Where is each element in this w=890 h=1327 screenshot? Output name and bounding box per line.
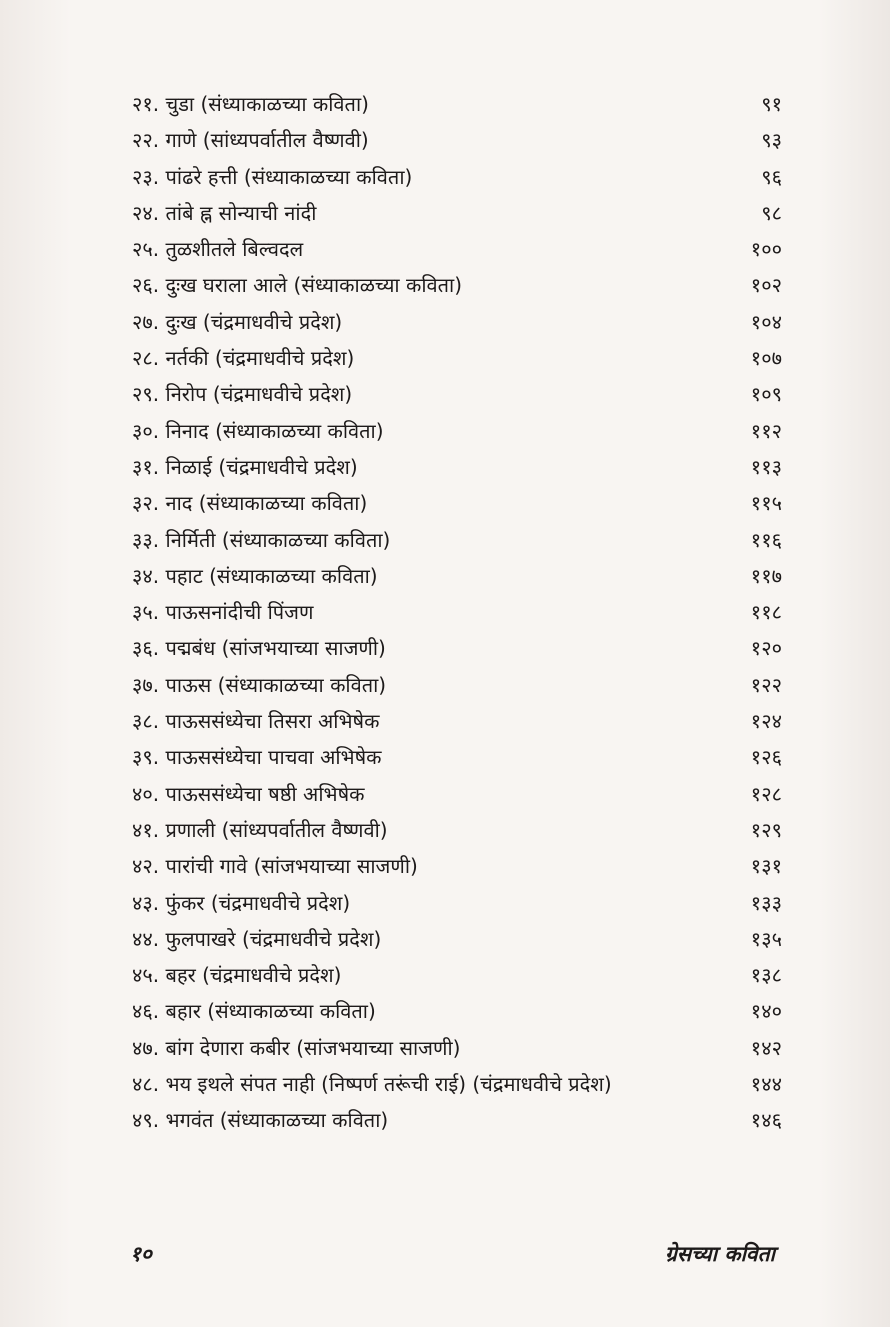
entry-number: ३७. [132, 672, 160, 697]
entry-title: फुलपाखरे (चंद्रमाधवीचे प्रदेश) [165, 926, 382, 951]
entry-title: पाऊसनांदीची पिंजण [165, 600, 314, 625]
entry-page: ११२ [750, 418, 782, 443]
entry-title: पाऊससंध्येचा पाचवा अभिषेक [165, 745, 382, 770]
entry-page: १२२ [750, 672, 782, 697]
book-title: ग्रेसच्या कविता [665, 1242, 775, 1266]
entry-number: ३६. [132, 636, 160, 661]
entry-page: ९८ [761, 200, 782, 225]
entry-title: नर्तकी (चंद्रमाधवीचे प्रदेश) [165, 346, 355, 371]
entry-title: चुडा (संध्याकाळच्या कविता) [165, 92, 369, 116]
entry-number: ३८. [132, 709, 160, 734]
entry-title: पहाट (संध्याकाळच्या कविता) [165, 563, 378, 588]
toc-entry [132, 739, 782, 775]
toc-entry [132, 86, 782, 122]
entry-number: ४८. [132, 1072, 160, 1097]
entry-title: फुंकर (चंद्रमाधवीचे प्रदेश) [165, 890, 351, 915]
entry-number: २१. [132, 92, 160, 116]
entry-page: १४४ [750, 1072, 782, 1097]
toc-entry [132, 957, 782, 993]
entry-page: १०२ [750, 273, 782, 298]
table-of-contents [132, 86, 782, 1139]
entry-title: निरोप (चंद्रमाधवीचे प्रदेश) [165, 382, 353, 407]
entry-number: ३५. [132, 600, 160, 625]
entry-page: १०९ [750, 382, 782, 407]
entry-title: तांबे ह्न सोन्याची नांदी [165, 200, 317, 225]
entry-page: १२९ [750, 817, 782, 842]
entry-number: ३०. [132, 418, 160, 443]
entry-page: १४६ [750, 1108, 782, 1133]
entry-number: ४५. [132, 963, 160, 988]
toc-entry [132, 885, 782, 921]
toc-entry [132, 703, 782, 739]
entry-title: बहार (संध्याकाळच्या कविता) [165, 999, 376, 1024]
entry-title: प्रणाली (सांध्यपर्वातील वैष्णवी) [165, 817, 388, 842]
entry-number: २२. [132, 128, 160, 153]
entry-number: ४९. [132, 1108, 160, 1133]
toc-entry [132, 558, 782, 594]
toc-entry [132, 667, 782, 703]
toc-entry [132, 304, 782, 340]
toc-entry [132, 776, 782, 812]
toc-entry [132, 231, 782, 267]
toc-entry [132, 1066, 782, 1102]
entry-number: ४३. [132, 890, 160, 915]
toc-entry [132, 159, 782, 195]
entry-title: निर्मिती (संध्याकाळच्या कविता) [165, 527, 391, 552]
toc-entry [132, 921, 782, 957]
entry-number: ४२. [132, 854, 160, 879]
entry-title: पद्मबंध (सांजभयाच्या साजणी) [165, 636, 386, 661]
toc-entry [132, 122, 782, 158]
entry-page: १०० [750, 237, 782, 262]
entry-page: १२८ [750, 781, 782, 806]
entry-title: दुःख घराला आले (संध्याकाळच्या कविता) [165, 273, 463, 298]
toc-entry [132, 485, 782, 521]
entry-page: १३५ [750, 926, 782, 951]
toc-entry [132, 376, 782, 412]
entry-title: पाऊससंध्येचा षष्ठी अभिषेक [165, 781, 365, 806]
toc-entry [132, 1102, 782, 1138]
entry-page: ११६ [750, 527, 782, 552]
entry-number: २७. [132, 309, 160, 334]
entry-number: २९. [132, 382, 160, 407]
entry-number: २८. [132, 346, 160, 371]
entry-page: ९१ [761, 92, 782, 116]
entry-page: १३३ [750, 890, 782, 915]
page-footer [130, 1240, 775, 1280]
entry-page: ११३ [750, 454, 782, 479]
entry-title: बांग देणारा कबीर (सांजभयाच्या साजणी) [165, 1035, 461, 1060]
entry-number: ४०. [132, 781, 160, 806]
entry-title: भय इथले संपत नाही (निष्पर्ण तरूंची राई) (चंद्रमाधवीचे प्रदेश) [165, 1072, 612, 1097]
entry-page: ११८ [750, 600, 782, 625]
entry-title: पाऊस (संध्याकाळच्या कविता) [165, 672, 387, 697]
entry-page: १४० [750, 999, 782, 1024]
entry-page: ९३ [761, 128, 782, 153]
entry-number: २५. [132, 237, 160, 262]
entry-number: ४१. [132, 817, 160, 842]
entry-page: १४२ [750, 1035, 782, 1060]
entry-title: पाऊससंध्येचा तिसरा अभिषेक [165, 709, 380, 734]
entry-number: २४. [132, 200, 160, 225]
entry-title: भगवंत (संध्याकाळच्या कविता) [165, 1108, 389, 1133]
entry-page: १२० [750, 636, 782, 661]
entry-number: २६. [132, 273, 160, 298]
entry-number: ३२. [132, 491, 160, 516]
toc-entry [132, 267, 782, 303]
toc-entry [132, 594, 782, 630]
entry-page: ११७ [750, 563, 782, 588]
entry-title: गाणे (सांध्यपर्वातील वैष्णवी) [165, 128, 369, 153]
entry-title: नाद (संध्याकाळच्या कविता) [165, 491, 368, 516]
entry-number: ३३. [132, 527, 160, 552]
entry-page: १२६ [750, 745, 782, 770]
toc-entry [132, 812, 782, 848]
toc-entry [132, 848, 782, 884]
entry-number: ४७. [132, 1035, 160, 1060]
page-number: १० [130, 1242, 152, 1266]
entry-page: १३१ [750, 854, 782, 879]
entry-number: २३. [132, 164, 160, 189]
entry-page: ११५ [750, 491, 782, 516]
entry-page: १३८ [750, 963, 782, 988]
toc-entry [132, 413, 782, 449]
entry-title: निळाई (चंद्रमाधवीचे प्रदेश) [165, 454, 358, 479]
entry-page: ९६ [761, 164, 782, 189]
entry-number: ३१. [132, 454, 160, 479]
entry-title: पांढरे हत्ती (संध्याकाळच्या कविता) [165, 164, 413, 189]
toc-entry [132, 630, 782, 666]
entry-title: निनाद (संध्याकाळच्या कविता) [165, 418, 384, 443]
toc-entry [132, 340, 782, 376]
entry-title: बहर (चंद्रमाधवीचे प्रदेश) [165, 963, 342, 988]
entry-page: १२४ [750, 709, 782, 734]
entry-number: ४४. [132, 926, 160, 951]
toc-entry [132, 522, 782, 558]
entry-title: तुळशीतले बिल्वदल [165, 237, 304, 262]
toc-entry [132, 993, 782, 1029]
entry-number: ३९. [132, 745, 160, 770]
toc-entry [132, 449, 782, 485]
entry-title: दुःख (चंद्रमाधवीचे प्रदेश) [165, 309, 343, 334]
entry-number: ३४. [132, 563, 160, 588]
toc-entry [132, 195, 782, 231]
entry-page: १०७ [750, 346, 782, 371]
entry-number: ४६. [132, 999, 160, 1024]
entry-title: पारांची गावे (सांजभयाच्या साजणी) [165, 854, 418, 879]
entry-page: १०४ [750, 309, 782, 334]
toc-entry [132, 1030, 782, 1066]
